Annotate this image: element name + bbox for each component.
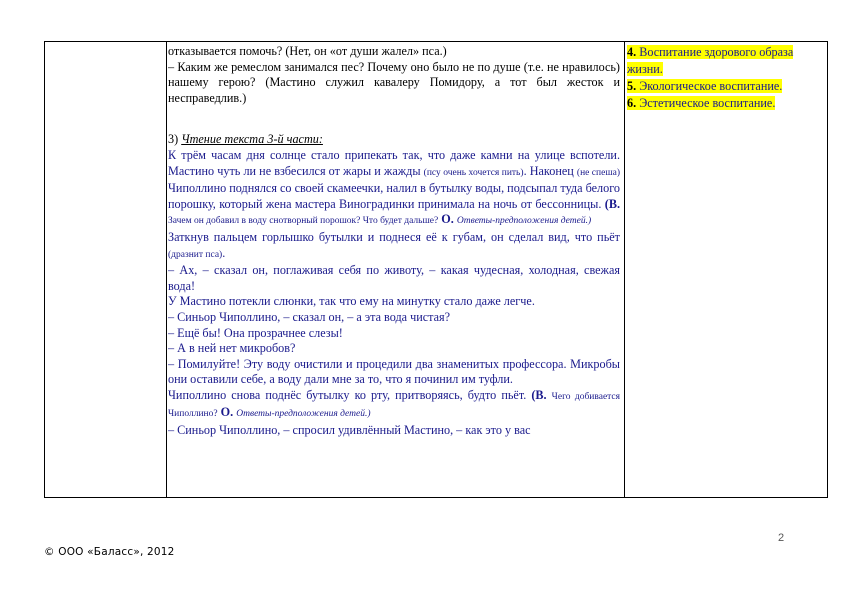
- intro-line-1: отказывается помочь? (Нет, он «от души жалел» пса.): [168, 44, 447, 58]
- intro-line-2: – Каким же ремеслом занимался пес? Почему оно было не по душе (т.е. не нравилось) нашему герою? (Мастино служил кавалеру Помидору, а тот был жесток и несправедлив.): [168, 59, 620, 105]
- dialog-line: У Мастино потекли слюнки, так что ему на минутку стало даже легче.: [168, 294, 535, 309]
- goal-item: 4. Воспитание здорового образа жизни.: [627, 45, 794, 76]
- reading-paragraph-3: Чиполлино снова поднёс бутылку ко рту, притворяясь, будто пьёт. (В. Чего добивается Чиполлино? О. Ответы-предположения детей.): [168, 387, 620, 420]
- copyright-footer: © ООО «Баласс», 2012: [44, 546, 175, 558]
- dialog-line: – А в ней нет микробов?: [168, 341, 296, 356]
- column-divider-2: [624, 42, 625, 497]
- section-heading: 3) Чтение текста 3-й части:: [168, 132, 323, 147]
- goal-item: 6. Эстетическое воспитание.: [627, 96, 776, 110]
- goal-item: 5. Экологическое воспитание.: [627, 79, 783, 93]
- dialog-line: – Ах, – сказал он, поглаживая себя по животу, – какая чудесная, холодная, свежая вода!: [168, 263, 620, 293]
- dialog-line: – Помилуйте! Эту воду очистили и процедили два знаменитых профессора. Микробы они оставили себе, а воду дали мне за то, что я починил им туфли.: [168, 356, 620, 387]
- lesson-content-column: [168, 44, 620, 497]
- dialog-line-last: – Синьор Чиполлино, – спросил удивлённый Мастино, – как это у вас: [168, 423, 531, 438]
- section-title: Чтение текста 3-й части:: [181, 132, 323, 147]
- reading-paragraph-2: Заткнув пальцем горлышко бутылки и поднеся её к губам, он сделал вид, что пьёт (дразнит пса).: [168, 229, 620, 260]
- lesson-table: [44, 41, 828, 498]
- goals-column: [627, 44, 825, 112]
- column-divider-1: [166, 42, 167, 497]
- dialog-line: – Синьор Чиполлино, – сказал он, – а эта вода чистая?: [168, 309, 451, 324]
- reading-paragraph-1: К трём часам дня солнце стало припекать так, что даже камни на улице вспотели. Мастино чуть ли не взбесился от жары и жажды (псу очень хочется пить). Наконец (не спеша) Чиполлино поднялся со своей скамеечки, налил в бутылку воды, подсыпал туда белого порошку, который жена мастера Виноградинки принимала на ночь от бессонницы. (В. Зачем он добавил в воду снотворный порошок? Что будет дальше? О. Ответы-предположения детей.): [168, 147, 620, 227]
- page-number: 2: [778, 532, 785, 544]
- dialog-line: – Ещё бы! Она прозрачнее слезы!: [168, 325, 343, 340]
